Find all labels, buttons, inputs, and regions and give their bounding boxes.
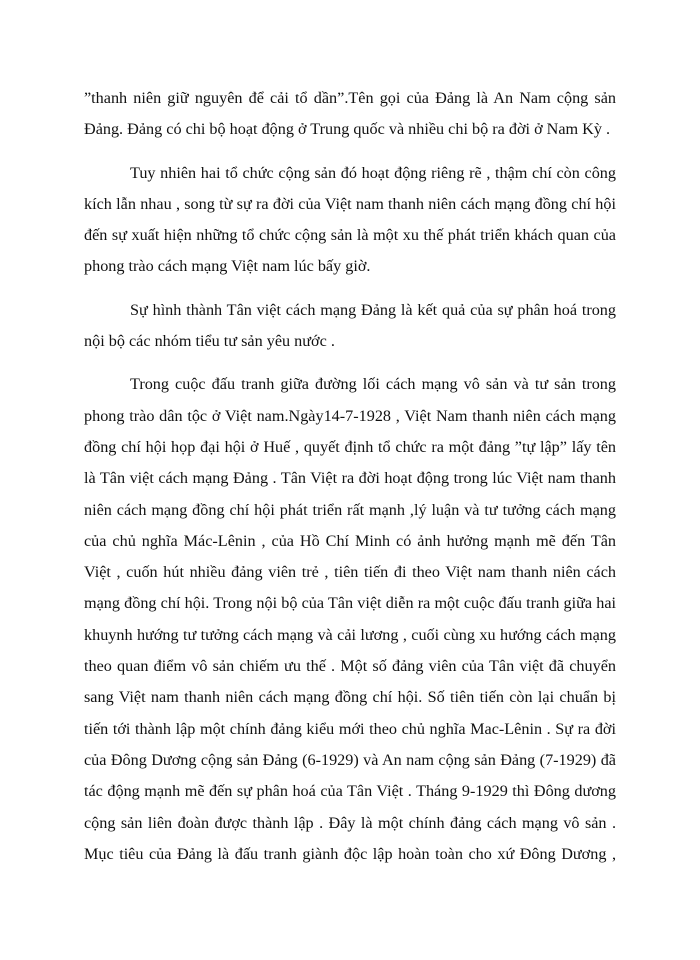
text-line: Việt , cuốn hút nhiều đảng viên trẻ , tiên tiến đi theo Việt nam thanh niên cách <box>84 563 616 582</box>
text-line: đến sự xuất hiện những tổ chức cộng sản là một xu thế phát triển khách quan của <box>84 226 616 245</box>
text-line: Mục tiêu của Đảng là đấu tranh giành độc lập hoàn toàn cho xứ Đông Dương , <box>84 844 616 863</box>
text-line: khuynh hướng tư tưởng cách mạng và cải lương , cuối cùng xu hướng cách mạng <box>84 625 616 644</box>
text-line: tiến tới thành lập một chính đảng kiểu mới theo chủ nghĩa Mac-Lênin . Sự ra đời <box>84 719 616 738</box>
text-line: theo quan điểm vô sản chiếm ưu thế . Một số đảng viên của Tân việt đã chuyển <box>84 657 616 676</box>
text-line: mạng đồng chí hội. Trong nội bộ của Tân việt diễn ra một cuộc đấu tranh giữa hai <box>84 594 616 613</box>
text-line: là Tân việt cách mạng Đảng . Tân Việt ra đời hoạt động trong lúc Việt nam thanh <box>84 469 616 488</box>
text-line: ”thanh niên giữ nguyên để cải tổ dần”.Tên gọi của Đảng là An Nam cộng sản <box>84 89 616 107</box>
text-line: tác động mạnh mẽ đến sự phân hoá của Tân Việt . Tháng 9-1929 thì Đông dương <box>84 782 616 801</box>
text-line: cộng sản liên đoàn được thành lập . Đây là một chính đảng cách mạng vô sản . <box>84 813 616 832</box>
text-line: phong trào dân tộc ở Việt nam.Ngày14-7-1928 , Việt Nam thanh niên cách mạng <box>84 406 616 425</box>
text-line: phong trào cách mạng Việt nam lúc bấy giờ. <box>84 257 371 276</box>
text-line: nội bộ các nhóm tiểu tư sản yêu nước . <box>84 332 335 351</box>
text-line: sang Việt nam thanh niên cách mạng đồng chí hội. Số tiên tiến còn lại chuẩn bị <box>84 688 616 707</box>
text-line: của chủ nghĩa Mác-Lênin , của Hồ Chí Minh có ảnh hưởng mạnh mẽ đến Tân <box>84 531 616 550</box>
text-line: kích lẫn nhau , song từ sự ra đời của Việt nam thanh niên cách mạng đồng chí hội <box>84 194 616 213</box>
text-line: Sự hình thành Tân việt cách mạng Đảng là kết quả của sự phân hoá trong <box>130 300 616 319</box>
paragraph-continuation <box>84 83 616 146</box>
document-body <box>84 83 616 870</box>
text-line: Trong cuộc đấu tranh giữa đường lối cách mạng vô sản và tư sản trong <box>130 375 616 394</box>
text-line: của Đông Dương cộng sản Đảng (6-1929) và An nam cộng sản Đảng (7-1929) đã <box>84 750 616 769</box>
paragraph-formation <box>84 295 616 358</box>
paragraph-struggle <box>84 369 616 870</box>
text-line: Đảng. Đảng có chi bộ hoạt động ở Trung quốc và nhiều chi bộ ra đời ở Nam Kỳ . <box>84 120 611 139</box>
paragraph-organizations <box>84 158 616 283</box>
text-line: niên cách mạng đồng chí hội phát triển rất mạnh ,lý luận và tư tưởng cách mạng <box>84 500 616 519</box>
text-line: Tuy nhiên hai tổ chức cộng sản đó hoạt động riêng rẽ , thậm chí còn công <box>130 163 616 182</box>
text-line: đồng chí hội họp đại hội ở Huế , quyết định tổ chức ra một đảng ”tự lập” lấy tên <box>84 437 616 456</box>
